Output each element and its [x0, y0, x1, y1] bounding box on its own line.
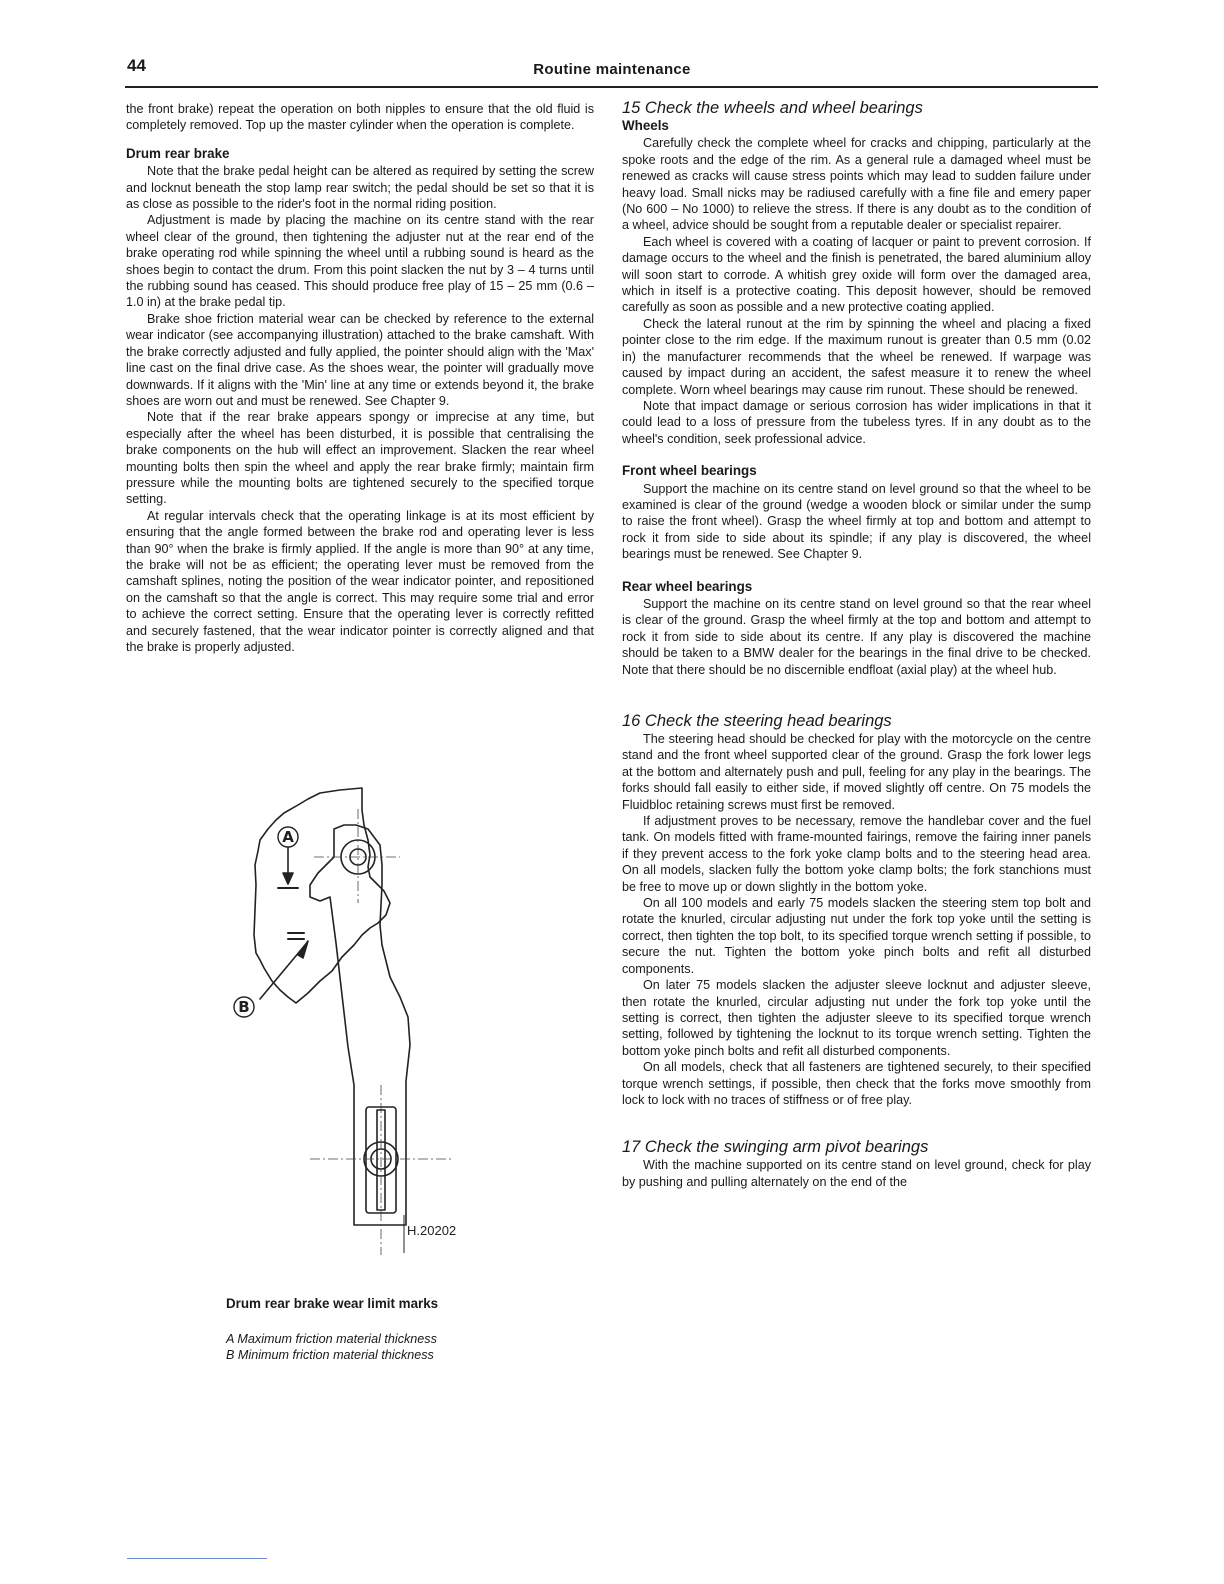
callout-a: A: [282, 828, 294, 846]
casing-outline: [254, 788, 390, 1003]
running-head: Routine maintenance: [533, 61, 691, 78]
section-17-title: 17 Check the swinging arm pivot bearings: [622, 1138, 929, 1157]
front-bearings-paragraph: Support the machine on its centre stand on level ground so that the wheel to be examined is clear of the ground (wedge a wooden block or similar under the sump to raise the front wheel). Grasp the wheel firmly at top and bottom and attempt to rock it from side to side about its spindle; if any play is discovered, the wheel bearings must be renewed. See Chapter 9.: [622, 481, 1091, 562]
figure-ref-code: H.20202: [407, 1223, 457, 1238]
left-column: [126, 101, 594, 655]
lever-arm: [310, 825, 410, 1225]
wheels-paragraph: Carefully check the complete wheel for cracks and chipping, particularly at the spoke roots and the edge of the rim. As a general rule a damaged wheel must be renewed as cracks will cause stress points which may lead to sudden failure under heavy load. Small nicks may be radiused carefully with a fine file and emery paper (No 600 – No 1000) to relieve the stress. If there is any doubt as to the condition of a wheel, advice should be sought from a reputable dealer or specialist repairer.: [622, 136, 1091, 233]
drum-rear-brake-heading: Drum rear brake: [126, 145, 230, 161]
drum-brake-paragraph: Note that if the rear brake appears spongy or imprecise at any time, but especially after the wheel has been disturbed, it is possible that centralising the brake components on the hub will effect an improvement. Slacken the rear wheel mounting bolts then spin the wheel and apply the rear brake firmly; maintain firm pressure while the mounting bolts are tightened securely to the specified torque setting.: [126, 410, 594, 507]
steering-paragraph: If adjustment proves to be necessary, remove the handlebar cover and the fuel tank. On models fitted with frame-mounted fairings, remove the fairing inner panels if they prevent access to the fork yoke clamp bolts and to the steering head area. On all models, slacken fully the bottom yoke clamp bolts; the fork stanchions must be free to move up or down slightly in the bottom yoke.: [622, 814, 1091, 894]
steering-paragraph: The steering head should be checked for play with the motorcycle on the centre stand and the front wheel supported clear of the ground. Grasp the fork lower legs at the bottom and alternately push and pull, feeling for any play in the bearings. The forks should fall easily to either side, if moved slightly off centre. On 75 models the Fluidbloc retaining screws must first be removed.: [622, 732, 1091, 812]
pointer-arrowhead: [298, 941, 308, 958]
footnote-rule: [127, 1558, 267, 1559]
steering-paragraph: On later 75 models slacken the adjuster sleeve locknut and adjuster sleeve, then rotate the knurled, circular adjusting nut under the fork top yoke until the setting is correct, then tighten the adjuster sleeve to its specified torque wrench setting, followed by tightening the locknut to its torque wrench setting. Tighten the bottom yoke pinch bolts and refit all disturbed components.: [622, 978, 1091, 1058]
callout-b: B: [238, 998, 250, 1016]
figure-caption: [226, 1296, 546, 1363]
intro-paragraph: the front brake) repeat the operation on both nipples to ensure that the old fluid is completely removed. Top up the master cylinder when the operation is complete.: [126, 102, 594, 133]
max-mark-arrowhead: [283, 873, 293, 884]
section-17: [622, 1138, 1091, 1190]
steering-paragraph: On all models, check that all fasteners are tightened securely, to their specified torque wrench settings, if possible, then check that the forks move smoothly from lock to lock with no traces of stiffness or of free play.: [622, 1060, 1091, 1107]
section-16-title: 16 Check the steering head bearings: [622, 712, 892, 730]
brake-lever-diagram: [238, 785, 482, 1255]
rear-bearings-paragraph: Support the machine on its centre stand on level ground so that the rear wheel is clear of the ground. Grasp the wheel firmly at the top and bottom and attempt to rock it from side to side about its centre. If any play is discovered the machine should be taken to a BMW dealer for the bearings in the final drive to be checked. Note that there should be no discernible endfloat (axial play) at the wheel hub.: [622, 596, 1091, 677]
figure-caption-title: Drum rear brake wear limit marks: [226, 1296, 439, 1311]
brake-wear-figure: [238, 785, 482, 1255]
steering-paragraph: On all 100 models and early 75 models slacken the steering stem top bolt and rotate the knurled, circular adjusting nut under the fork top yoke until the setting is correct, then tighten the top bolt, to its specified torque wrench setting if possible, to secure the nut. Tighten the bottom yoke pinch bolts and refit all disturbed components.: [622, 896, 1091, 976]
wheels-paragraph: Check the lateral runout at the rim by spinning the wheel and placing a fixed pointer close to the rim edge. If the maximum runout is greater than 0.5 mm (0.02 in) the manufacturer recommends that the wheel be renewed. If warpage was caused by impact during an accident, the safest measure it to renew the wheel complete. Worn wheel bearings may cause rim runout. These should be renewed.: [622, 316, 1091, 397]
page-number: 44: [127, 56, 146, 75]
wheels-paragraph: Each wheel is covered with a coating of lacquer or paint to prevent corrosion. If damage occurs to the wheel and the finish is penetrated, the bared aluminium alloy will soon start to corrode. A whitish grey oxide will form over the damaged area, which in itself is a protective coating. This deposit however, should be removed carefully as soon as possible and a new protective coating applied.: [622, 234, 1091, 315]
front-wheel-bearings-heading: Front wheel bearings: [622, 463, 757, 479]
right-column: [622, 99, 1091, 1190]
swinging-arm-paragraph: With the machine supported on its centre stand on level ground, check for play by pushing and pulling alternately on the end of the: [622, 1158, 1091, 1189]
drum-brake-paragraph: At regular intervals check that the operating linkage is at its most efficient by ensuring that the angle formed between the brake rod and operating lever is less than 90° when the brake is firmly applied. If the angle is more than 90° at any time, the brake will not be as efficient; the operating lever must be removed from the camshaft splines, noting the position of the wear indicator pointer, and repositioned on the camshaft so that the angle is correct. This may require some trial and error to achieve the correct setting. Ensure that the operating lever is correctly refitted and securely fastened, that the wear indicator pointer is correctly aligned and that the brake is properly adjusted.: [126, 508, 594, 654]
section-15-title: 15 Check the wheels and wheel bearings: [622, 99, 923, 117]
header-rule: [125, 86, 1098, 88]
drum-brake-paragraph: Note that the brake pedal height can be altered as required by setting the screw and locknut beneath the stop lamp rear switch; the pedal should be set so that it is as close as possible to the rider's foot in the normal riding position.: [126, 164, 594, 212]
legend-item-b: B Minimum friction material thickness: [226, 1348, 434, 1362]
wheels-heading: Wheels: [622, 118, 669, 133]
figure-legend: [226, 1331, 546, 1363]
legend-item-a: A Maximum friction material thickness: [226, 1332, 437, 1346]
rear-wheel-bearings-heading: Rear wheel bearings: [622, 578, 753, 594]
drum-brake-paragraph: Brake shoe friction material wear can be checked by reference to the external wear indicator (see accompanying illustration) attached to the brake camshaft. With the brake correctly adjusted and fully applied, the pointer should align with the 'Max' line cast on the final drive case. As the shoes wear, the pointer will gradually move downwards. If it aligns with the 'Min' line at any time or extends beyond it, the brake shoes are worn out and must be renewed. See Chapter 9.: [126, 311, 594, 408]
section-16: [622, 712, 1091, 1108]
drum-brake-paragraph: Adjustment is made by placing the machine on its centre stand with the rear wheel clear of the ground, then tightening the adjuster nut at the rear end of the brake operating rod while spinning the wheel until a rubbing sound is heard as the shoes begin to contact the drum. From this point slacken the nut by 3 – 4 turns until the rubbing sound has ceased. This should produce free play of 15 – 25 mm (0.6 – 1.0 in) at the brake pedal tip.: [126, 213, 594, 310]
wheels-paragraph: Note that impact damage or serious corrosion has wider implications in that it could lead to a loss of pressure from the tubeless tyres. If in any doubt as to the wheel's condition, seek professional advice.: [622, 398, 1091, 446]
